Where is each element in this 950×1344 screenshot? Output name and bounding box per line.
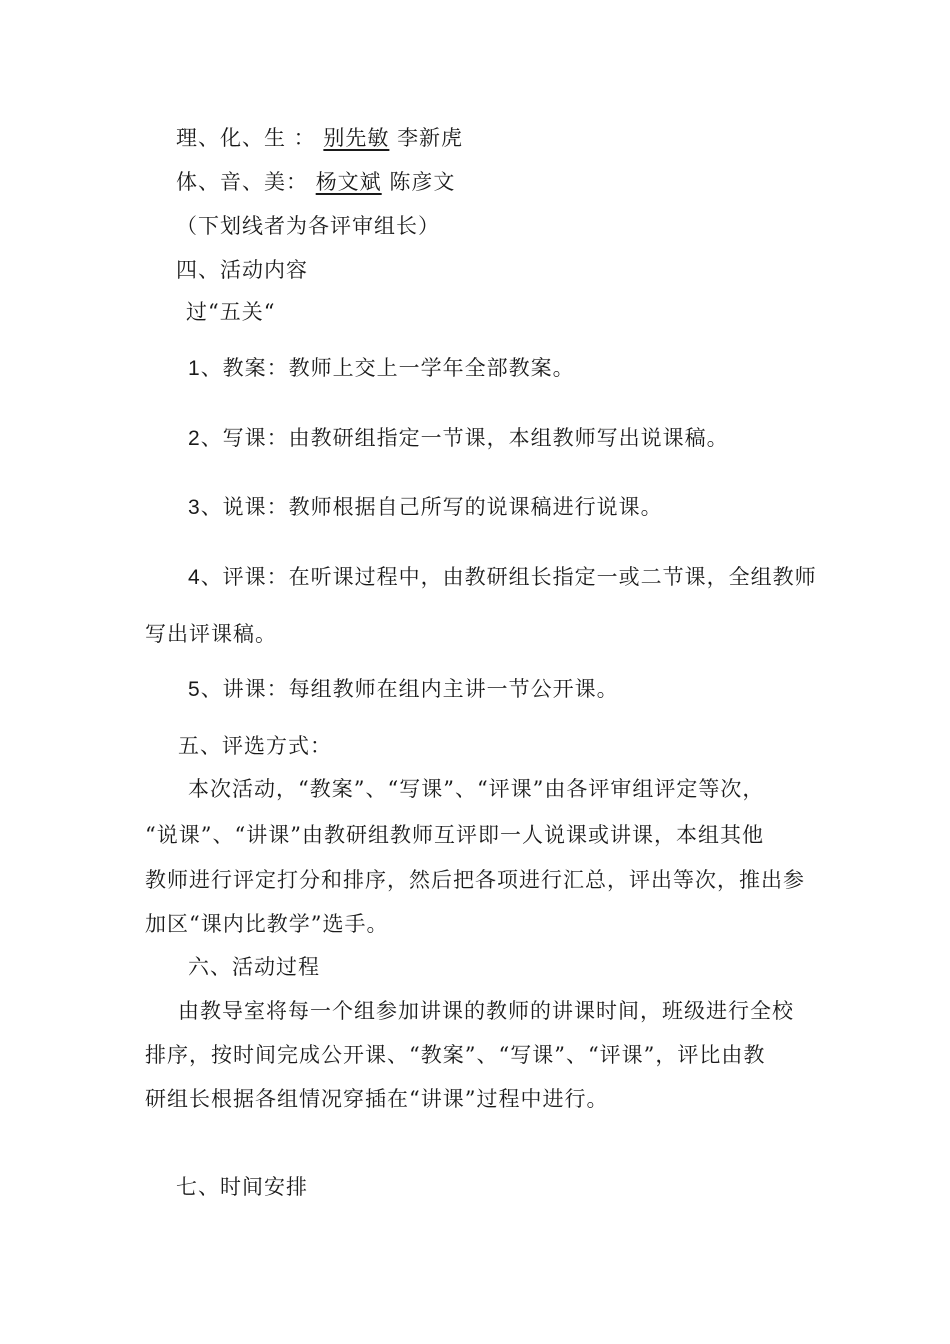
item-text: 、写课：由教研组指定一节课，本组教师写出说课稿。 — [200, 426, 729, 450]
list-item — [188, 423, 729, 454]
item-number: 1 — [188, 357, 201, 380]
underline-note: （下划线者为各评审组长） — [176, 214, 440, 238]
item-text: 、教案：教师上交上一学年全部教案。 — [200, 356, 575, 380]
paragraph-line: 由教导室将每一个组参加讲课的教师的讲课时间，班级进行全校 — [178, 999, 794, 1023]
paragraph-line: 教师进行评定打分和排序，然后把各项进行汇总，评出等次，推出参 — [145, 868, 805, 892]
section-heading: 七、时间安排 — [176, 1175, 308, 1199]
paragraph-line: 加区“课内比教学”选手。 — [145, 912, 389, 936]
list-item — [188, 674, 619, 705]
arts-group-row — [176, 167, 455, 197]
group-member-name: 陈彦文 — [389, 170, 456, 194]
item-text: 、讲课：每组教师在组内主讲一节公开课。 — [200, 677, 619, 701]
paragraph-line: 排序，按时间完成公开课、“教案”、“写课”、“评课”，评比由教 — [145, 1043, 766, 1067]
group-member-name: 李新虎 — [397, 126, 464, 150]
item-text: 、评课：在听课过程中，由教研组长指定一或二节课，全组教师 — [200, 565, 817, 589]
item-number: 4 — [188, 566, 201, 589]
subject-group-label: 理、化、生 ： — [176, 126, 316, 150]
section-heading: 四、活动内容 — [176, 258, 308, 282]
subject-group-row — [176, 123, 463, 153]
item-text: 、说课：教师根据自己所写的说课稿进行说课。 — [200, 495, 663, 519]
section-subheading: 过“五关“ — [186, 300, 276, 324]
list-item — [188, 562, 817, 593]
section-heading: 五、评选方式： — [178, 734, 332, 758]
item-number: 2 — [188, 427, 201, 450]
paragraph-line: 本次活动，“教案”、“写课”、“评课”由各评审组评定等次， — [188, 777, 765, 801]
list-item — [188, 492, 663, 523]
section-heading: 六、活动过程 — [188, 955, 320, 979]
item-number: 5 — [188, 678, 201, 701]
group-leader-name: 杨文斌 — [315, 170, 382, 194]
list-item-continuation: 写出评课稿。 — [145, 622, 277, 646]
arts-group-label: 体、音、美： — [176, 170, 308, 194]
item-number: 3 — [188, 496, 201, 519]
paragraph-line: 研组长根据各组情况穿插在“讲课”过程中进行。 — [145, 1087, 609, 1111]
list-item — [188, 353, 575, 384]
group-leader-name: 别先敏 — [323, 126, 390, 150]
paragraph-line: “说课”、“讲课”由教研组教师互评即一人说课或讲课，本组其他 — [145, 823, 764, 847]
